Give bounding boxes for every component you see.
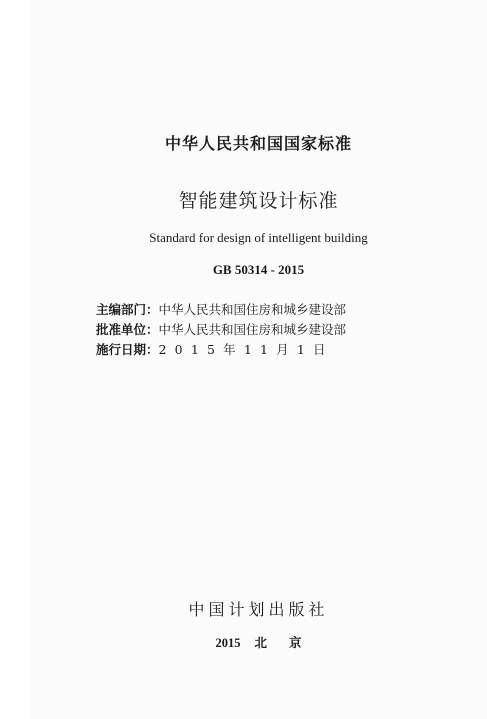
imprint-year: 2015: [215, 636, 241, 650]
approver-label: 批准单位：: [96, 322, 159, 337]
imprint-city-first-char: 北: [254, 636, 267, 650]
approver-value: 中华人民共和国住房和城乡建设部: [158, 322, 347, 337]
imprint: [30, 633, 487, 651]
scan-margin: [0, 0, 30, 719]
editor-row: [96, 300, 346, 320]
title-chinese: 智能建筑设计标准: [178, 190, 339, 212]
imprint-city-second-char: 京: [289, 636, 302, 650]
title-english: Standard for design of intelligent building: [149, 230, 368, 245]
standard-series: 中华人民共和国国家标准: [164, 134, 352, 153]
effective-date-row: [96, 340, 334, 360]
editor-label: 主编部门：: [96, 302, 159, 317]
effective-date-value: 2015年11月1日: [158, 342, 334, 357]
approver-row: [96, 320, 346, 340]
editor-value: 中华人民共和国住房和城乡建设部: [158, 302, 347, 317]
effective-date-label: 施行日期：: [96, 342, 159, 357]
publisher-name: 中国计划出版社: [188, 600, 329, 619]
standard-number: GB 50314 - 2015: [212, 262, 305, 277]
